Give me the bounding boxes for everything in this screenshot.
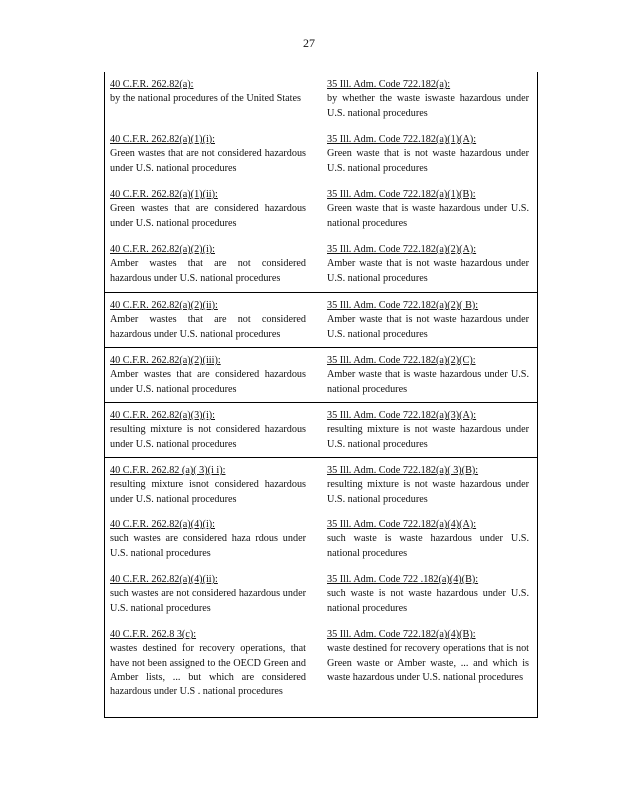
federal-text: by the national procedures of the United States bbox=[110, 93, 301, 105]
federal-text: Green wastes that are considered hazardous under U.S. national procedures bbox=[110, 203, 306, 229]
federal-text: Amber wastes that are considered hazardous under U.S. national procedures bbox=[110, 369, 306, 395]
federal-citation: 40 C.F.R. 262.8 3(c): bbox=[110, 629, 197, 640]
federal-citation: 40 C.F.R. 262.82(a): bbox=[110, 79, 194, 90]
illinois-citation-cell bbox=[327, 188, 529, 231]
federal-citation-cell bbox=[110, 573, 306, 616]
federal-citation-cell bbox=[110, 299, 306, 342]
federal-citation: 40 C.F.R. 262.82(a)(4)(i): bbox=[110, 519, 216, 530]
illinois-text: Amber waste that is not waste hazardous under U.S. national procedures bbox=[327, 314, 529, 340]
illinois-citation-cell bbox=[327, 299, 529, 342]
federal-text: such wastes are not considered hazardous under U.S. national procedures bbox=[110, 588, 306, 614]
illinois-text: Green waste that is waste hazardous under U.S. national procedures bbox=[327, 203, 529, 229]
illinois-citation: 35 Ill. Adm. Code 722.182(a)(4)(A): bbox=[327, 519, 477, 530]
illinois-text: such waste is waste hazardous under U.S. national procedures bbox=[327, 533, 529, 559]
illinois-citation: 35 Ill. Adm. Code 722 .182(a)(4)(B): bbox=[327, 574, 479, 585]
illinois-citation: 35 Ill. Adm. Code 722.182(a)(1)(A): bbox=[327, 134, 477, 145]
federal-text: resulting mixture isnot considered hazardous under U.S. national procedures bbox=[110, 479, 306, 505]
illinois-citation-cell bbox=[327, 464, 529, 507]
federal-citation-cell bbox=[110, 409, 306, 452]
federal-citation-cell bbox=[110, 133, 306, 176]
illinois-citation-cell bbox=[327, 409, 529, 452]
federal-citation-cell bbox=[110, 518, 306, 561]
federal-text: Amber wastes that are not considered hazardous under U.S. national procedures bbox=[110, 258, 306, 284]
federal-citation-cell bbox=[110, 188, 306, 231]
illinois-text: Green waste that is not waste hazardous under U.S. national procedures bbox=[327, 148, 529, 174]
illinois-citation-cell bbox=[327, 243, 529, 286]
federal-citation: 40 C.F.R. 262.82(a)(2)(i): bbox=[110, 244, 216, 255]
illinois-citation: 35 Ill. Adm. Code 722.182(a)(2)(A): bbox=[327, 244, 477, 255]
table-row bbox=[105, 457, 537, 513]
illinois-citation-cell bbox=[327, 518, 529, 561]
table-row bbox=[105, 622, 537, 717]
table-row bbox=[105, 347, 537, 403]
table-row bbox=[105, 127, 537, 182]
federal-citation: 40 C.F.R. 262.82(a)(2)(iii): bbox=[110, 355, 221, 366]
illinois-citation: 35 Ill. Adm. Code 722.182(a)(2)( B): bbox=[327, 300, 479, 311]
federal-text: Amber wastes that are not considered hazardous under U.S. national procedures bbox=[110, 314, 306, 340]
federal-citation: 40 C.F.R. 262.82(a)(1)(ii): bbox=[110, 189, 218, 200]
federal-citation-cell bbox=[110, 78, 306, 107]
federal-text: wastes destined for recovery operations, that have not been assigned to the OECD Green and Amber lists, ... but which are considered hazardous under U.S . national procedures bbox=[110, 643, 306, 698]
federal-citation: 40 C.F.R. 262.82(a)(3)(i): bbox=[110, 410, 216, 421]
federal-citation: 40 C.F.R. 262.82 (a)( 3)(i i): bbox=[110, 465, 226, 476]
federal-text: Green wastes that are not considered hazardous under U.S. national procedures bbox=[110, 148, 306, 174]
federal-citation: 40 C.F.R. 262.82(a)(4)(ii): bbox=[110, 574, 218, 585]
illinois-citation: 35 Ill. Adm. Code 722.182(a)(1)(B): bbox=[327, 189, 476, 200]
federal-citation: 40 C.F.R. 262.82(a)(1)(i): bbox=[110, 134, 216, 145]
illinois-citation-cell bbox=[327, 133, 529, 176]
illinois-citation-cell bbox=[327, 354, 529, 397]
illinois-citation: 35 Ill. Adm. Code 722.182(a)( 3)(B): bbox=[327, 465, 479, 476]
illinois-citation: 35 Ill. Adm. Code 722.182(a): bbox=[327, 79, 451, 90]
illinois-text: resulting mixture is not waste hazardous under U.S. national procedures bbox=[327, 424, 529, 450]
federal-citation-cell bbox=[110, 243, 306, 286]
illinois-text: Amber waste that is waste hazardous under U.S. national procedures bbox=[327, 369, 529, 395]
illinois-text: such waste is not waste hazardous under U.S. national procedures bbox=[327, 588, 529, 614]
federal-citation-cell bbox=[110, 628, 306, 699]
table-row bbox=[105, 237, 537, 292]
federal-text: resulting mixture is not considered hazardous under U.S. national procedures bbox=[110, 424, 306, 450]
page-number: 27 bbox=[303, 36, 315, 50]
illinois-citation-cell bbox=[327, 628, 529, 685]
table-row bbox=[105, 567, 537, 622]
illinois-citation: 35 Ill. Adm. Code 722.182(a)(2)(C): bbox=[327, 355, 476, 366]
illinois-text: Amber waste that is not waste hazardous under U.S. national procedures bbox=[327, 258, 529, 284]
comparison-table bbox=[104, 72, 538, 718]
table-row bbox=[105, 512, 537, 567]
federal-citation: 40 C.F.R. 262.82(a)(2)(ii): bbox=[110, 300, 218, 311]
table-row bbox=[105, 182, 537, 237]
illinois-citation-cell bbox=[327, 78, 529, 121]
illinois-text: waste destined for recovery operations that is not Green waste or Amber waste, ... and which is waste hazardous under U.S. national procedures bbox=[327, 643, 529, 683]
table-row bbox=[105, 402, 537, 458]
illinois-text: by whether the waste iswaste hazardous under U.S. national procedures bbox=[327, 93, 529, 119]
table-row bbox=[105, 292, 537, 348]
illinois-citation: 35 Ill. Adm. Code 722.182(a)(4)(B): bbox=[327, 629, 476, 640]
table-row bbox=[105, 72, 537, 127]
federal-citation-cell bbox=[110, 464, 306, 507]
federal-text: such wastes are considered haza rdous under U.S. national procedures bbox=[110, 533, 306, 559]
illinois-citation-cell bbox=[327, 573, 529, 616]
illinois-citation: 35 Ill. Adm. Code 722.182(a)(3)(A): bbox=[327, 410, 477, 421]
illinois-text: resulting mixture is not waste hazardous under U.S. national procedures bbox=[327, 479, 529, 505]
federal-citation-cell bbox=[110, 354, 306, 397]
